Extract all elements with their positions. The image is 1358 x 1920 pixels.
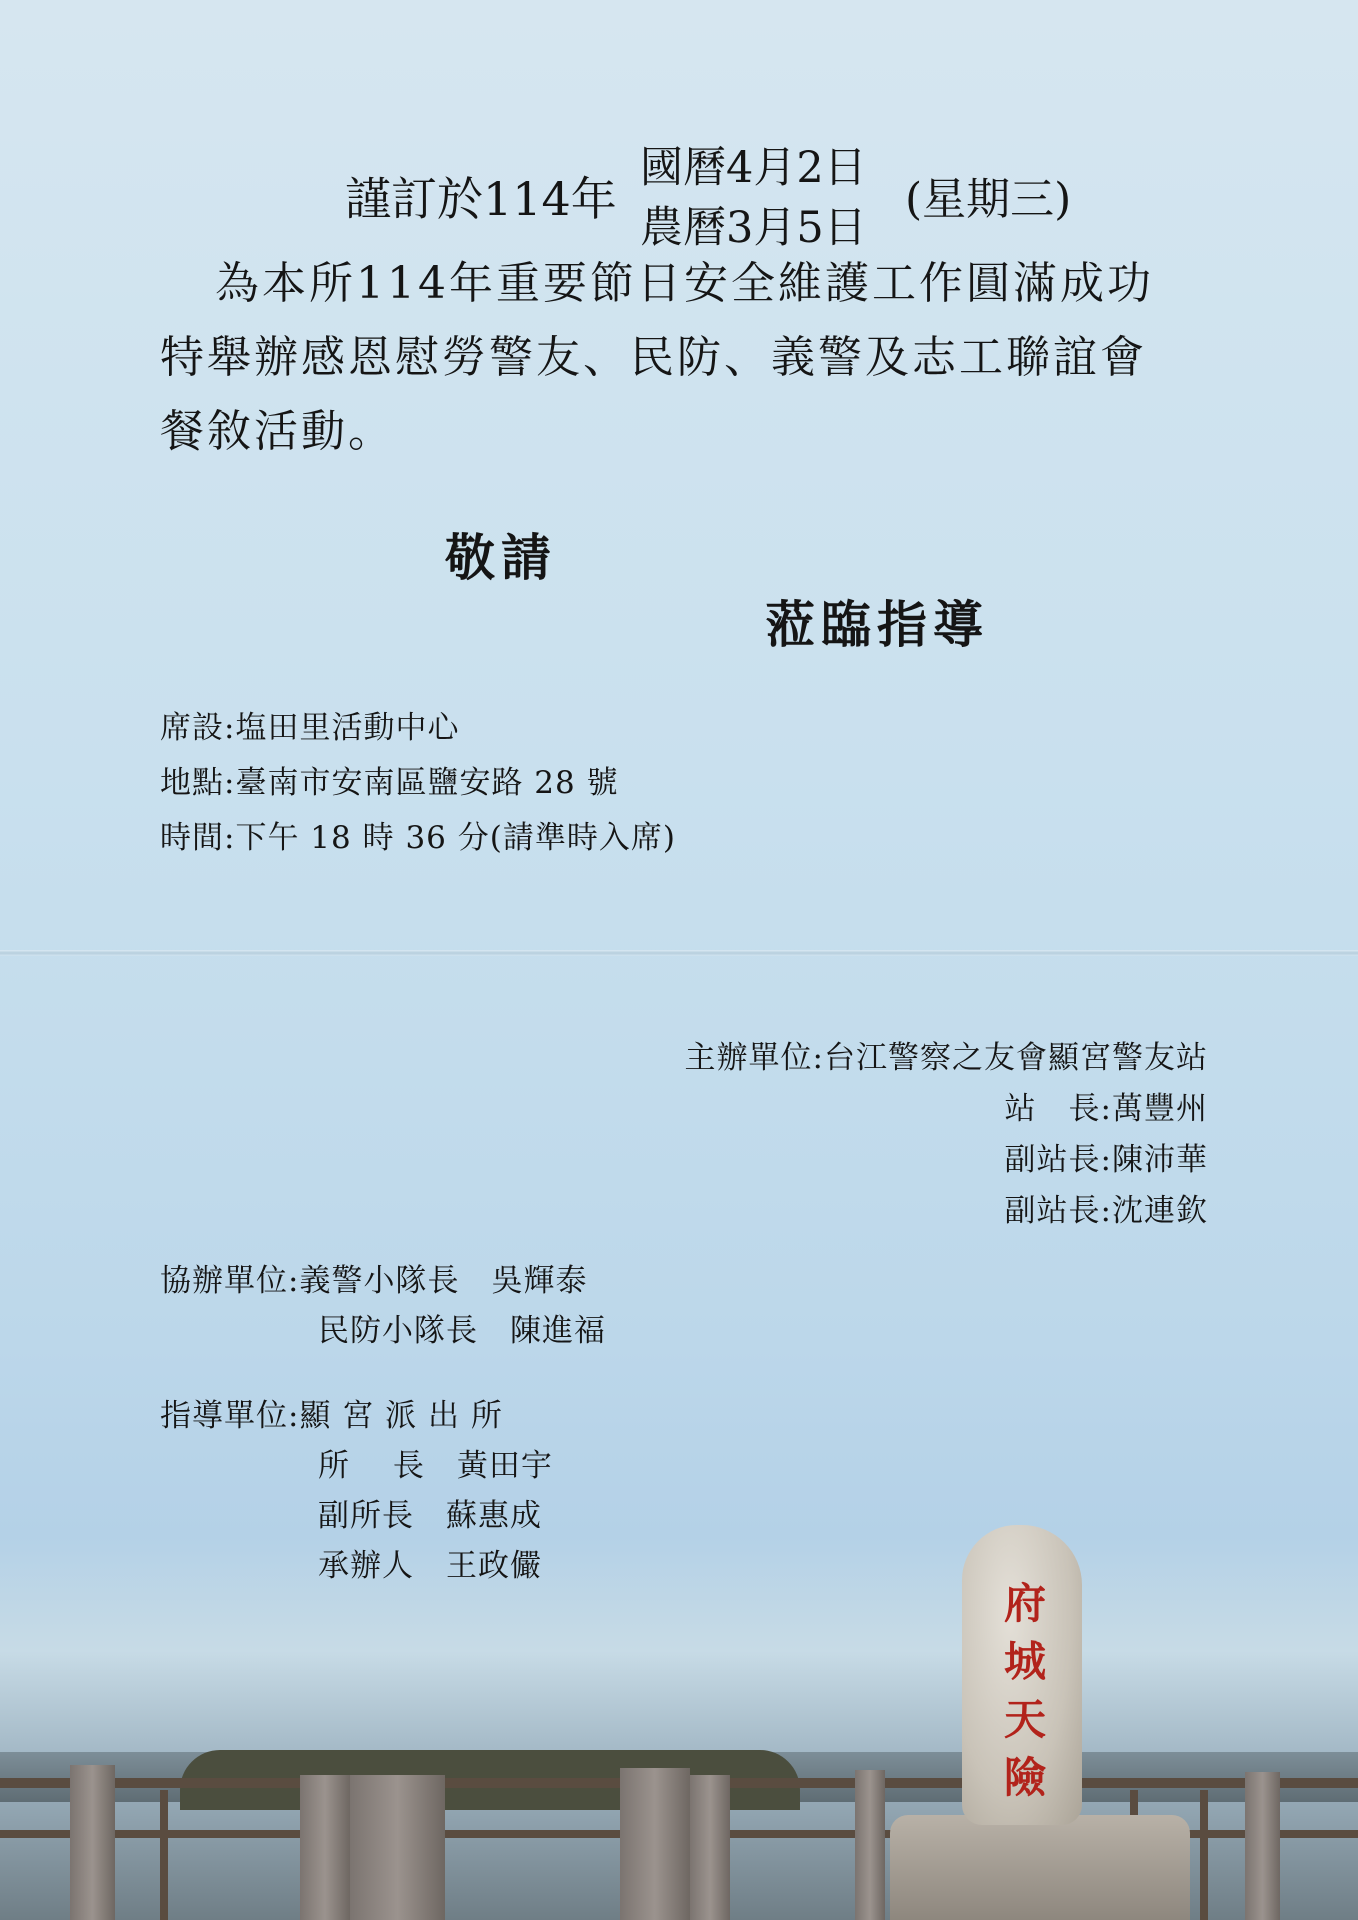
guidance-line-3: 副所長 蘇惠成 <box>318 1498 542 1534</box>
body-line-2: 特舉辦感恩慰勞警友、民防、義警及志工聯誼會 <box>160 332 1147 383</box>
organizer-deputy-1: 副站長:陳沛華 <box>1004 1142 1208 1178</box>
railing-post <box>1200 1790 1208 1920</box>
guidance-line-1: 指導單位:顯 宮 派 出 所 <box>160 1398 503 1434</box>
body-line-3: 餐敘活動。 <box>160 406 395 457</box>
monument-base <box>890 1815 1190 1920</box>
co-organizer-line-2: 民防小隊長 陳進福 <box>318 1313 606 1349</box>
stone-pillar <box>350 1775 445 1920</box>
event-time: 時間:下午 18 時 36 分(請準時入席) <box>160 820 676 856</box>
stone-pillar <box>300 1775 350 1920</box>
body-line-1: 為本所114年重要節日安全維護工作圓滿成功 <box>215 258 1154 309</box>
weekday: (星期三) <box>905 174 1072 225</box>
stone-pillar <box>855 1770 885 1920</box>
date-stack <box>640 138 867 258</box>
paper-fold <box>0 950 1358 956</box>
guidance-line-2: 所 長 黃田宇 <box>318 1448 553 1484</box>
venue: 席設:塩田里活動中心 <box>160 710 460 746</box>
stone-pillar <box>1245 1772 1280 1920</box>
respect-line-1: 敬請 <box>445 528 557 587</box>
railing-post <box>160 1790 168 1920</box>
organizer-unit: 主辦單位:台江警察之友會顯宮警友站 <box>684 1040 1208 1076</box>
stone-pillar <box>690 1775 730 1920</box>
address: 地點:臺南市安南區鹽安路 28 號 <box>160 765 619 801</box>
organizer-chief: 站 長:萬豐州 <box>1004 1091 1208 1127</box>
solar-date: 國曆4月2日 <box>640 143 867 193</box>
respect-line-2: 蒞臨指導 <box>765 595 989 654</box>
stone-inscription: 府城天險 <box>1003 1579 1046 1802</box>
co-organizer-line-1: 協辦單位:義警小隊長 吳輝泰 <box>160 1263 588 1299</box>
guidance-line-4: 承辦人 王政儼 <box>318 1548 542 1584</box>
organizer-deputy-2: 副站長:沈連欽 <box>1004 1193 1208 1229</box>
date-prefix: 謹訂於114年 <box>345 172 617 226</box>
stone-pillar <box>620 1768 690 1920</box>
stone-pillar <box>70 1765 115 1920</box>
lunar-date: 農曆3月5日 <box>640 203 867 253</box>
